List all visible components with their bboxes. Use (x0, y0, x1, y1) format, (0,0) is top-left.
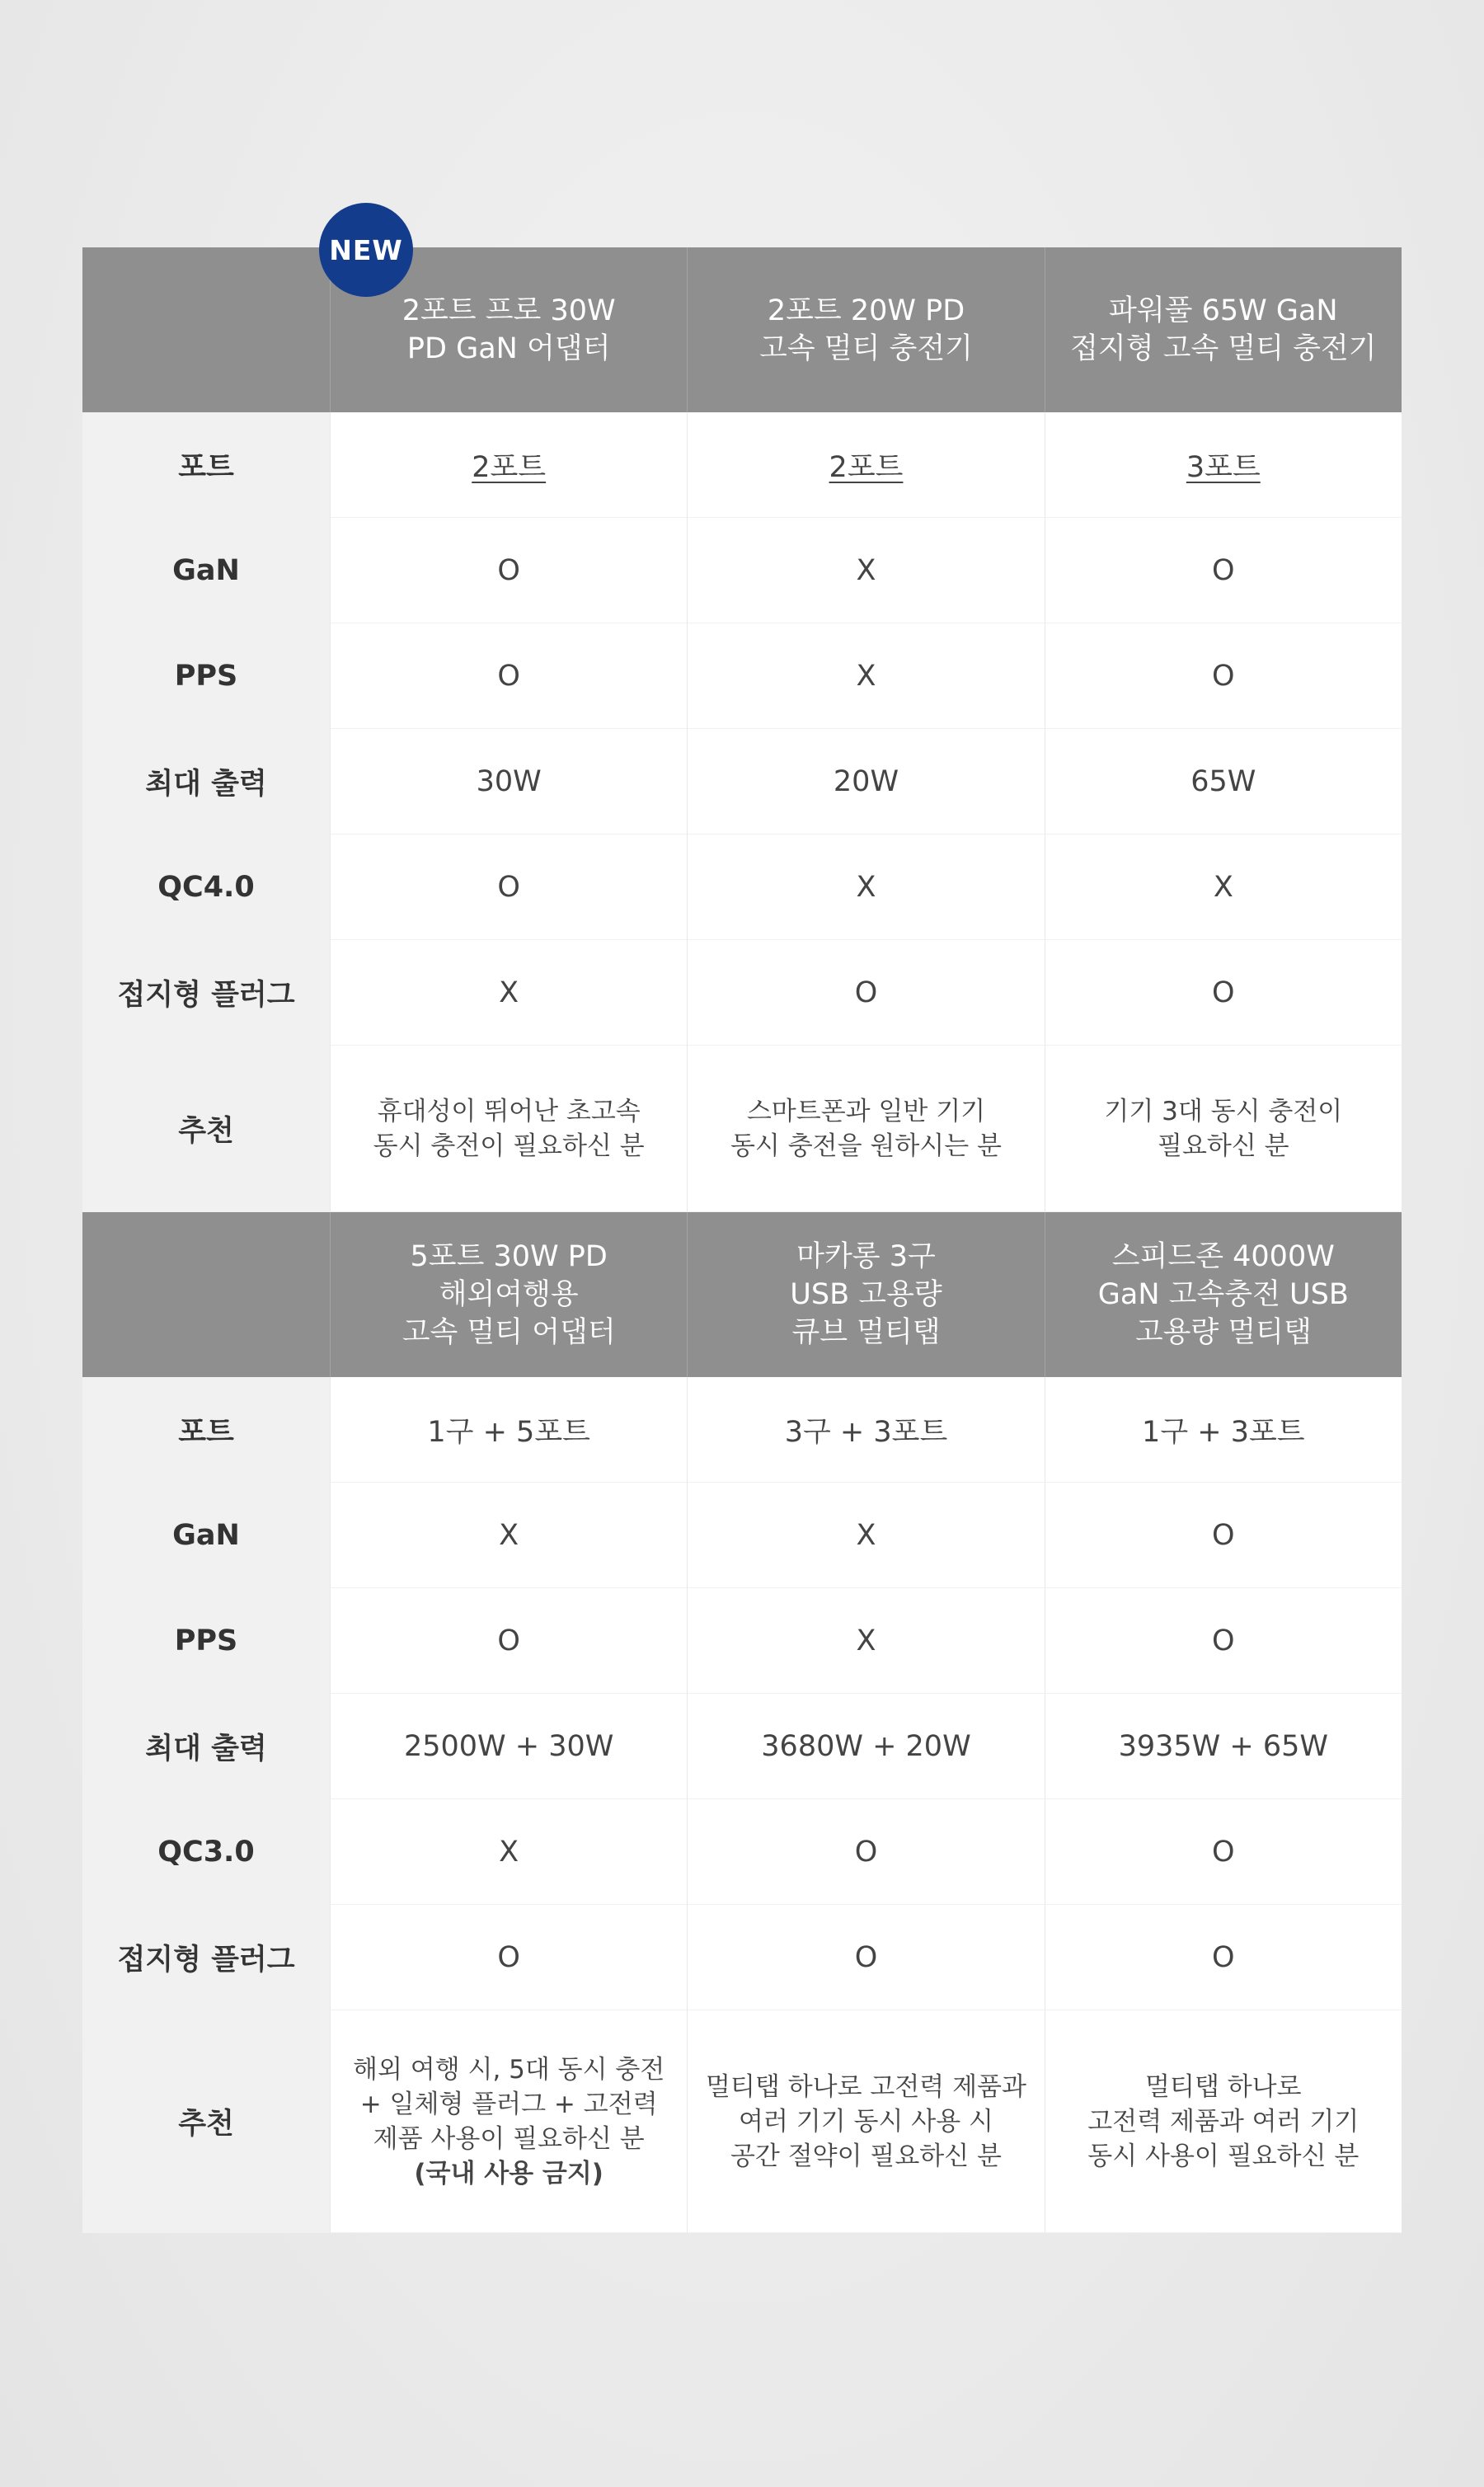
row-label: PPS (82, 1588, 330, 1694)
spec-value: X (330, 940, 687, 1046)
spec-value: X (1045, 834, 1402, 940)
spec-value-text: 3포트 (1186, 450, 1261, 484)
spec-value: X (687, 518, 1044, 623)
spec-value (330, 412, 687, 518)
spec-row-recommend (82, 1046, 1402, 1212)
recommend-text-body: 해외 여행 시, 5대 동시 충전 + 일체형 플러그 + 고전력 제품 사용이 필요하신 분 (353, 2054, 665, 2154)
row-label: 추천 (82, 1046, 330, 1212)
spec-value: O (330, 623, 687, 729)
spec-row-max-output (82, 729, 1402, 834)
product-name: 스피드존 4000W GaN 고속충전 USB 고용량 멀티탭 (1045, 1212, 1402, 1377)
recommend-text: 기기 3대 동시 충전이 필요하신 분 (1045, 1046, 1402, 1212)
recommend-text: 휴대성이 뛰어난 초고속 동시 충전이 필요하신 분 (330, 1046, 687, 1212)
spec-value: O (1045, 940, 1402, 1046)
recommend-note: (국내 사용 금지) (414, 2158, 603, 2188)
spec-value (687, 412, 1044, 518)
spec-value: O (330, 1588, 687, 1694)
spec-value: O (687, 940, 1044, 1046)
product-header-row-1 (82, 247, 1402, 412)
row-label: 추천 (82, 2010, 330, 2233)
spec-value: 65W (1045, 729, 1402, 834)
recommend-text: 멀티탭 하나로 고전력 제품과 여러 기기 동시 사용이 필요하신 분 (1045, 2010, 1402, 2233)
header-corner (82, 247, 330, 412)
spec-row-max-output (82, 1694, 1402, 1799)
spec-value: X (687, 623, 1044, 729)
spec-value: O (1045, 1588, 1402, 1694)
product-header-row-2 (82, 1212, 1402, 1377)
spec-value: O (1045, 1483, 1402, 1588)
spec-row-grounded-plug (82, 940, 1402, 1046)
recommend-text: 멀티탭 하나로 고전력 제품과 여러 기기 동시 사용 시 공간 절약이 필요하신 분 (687, 2010, 1044, 2233)
spec-value: 30W (330, 729, 687, 834)
spec-row-pps (82, 623, 1402, 729)
spec-value: O (687, 1799, 1044, 1905)
row-label: GaN (82, 1483, 330, 1588)
spec-value: X (687, 834, 1044, 940)
row-label: 접지형 플러그 (82, 1905, 330, 2010)
row-label: PPS (82, 623, 330, 729)
spec-value: 1구 + 5포트 (330, 1377, 687, 1483)
spec-value: O (330, 834, 687, 940)
row-label: 최대 출력 (82, 1694, 330, 1799)
spec-value: 3935W + 65W (1045, 1694, 1402, 1799)
new-badge: NEW (319, 203, 413, 297)
spec-value: O (1045, 1799, 1402, 1905)
spec-value: O (330, 518, 687, 623)
spec-value-text: 2포트 (472, 450, 547, 484)
spec-row-gan (82, 1483, 1402, 1588)
spec-value: 2500W + 30W (330, 1694, 687, 1799)
spec-value (1045, 412, 1402, 518)
spec-value: 1구 + 3포트 (1045, 1377, 1402, 1483)
spec-row-qc (82, 1799, 1402, 1905)
product-name: 5포트 30W PD 해외여행용 고속 멀티 어댑터 (330, 1212, 687, 1377)
product-name: 2포트 프로 30W PD GaN 어댑터 (330, 247, 687, 412)
spec-row-gan (82, 518, 1402, 623)
spec-value: O (687, 1905, 1044, 2010)
spec-value: 3구 + 3포트 (687, 1377, 1044, 1483)
recommend-text (330, 2010, 687, 2233)
spec-value: X (687, 1483, 1044, 1588)
header-corner (82, 1212, 330, 1377)
spec-row-grounded-plug (82, 1905, 1402, 2010)
spec-value: O (1045, 518, 1402, 623)
spec-value: O (1045, 1905, 1402, 2010)
spec-row-recommend (82, 2010, 1402, 2233)
recommend-text: 스마트폰과 일반 기기 동시 충전을 원하시는 분 (687, 1046, 1044, 1212)
row-label: QC4.0 (82, 834, 330, 940)
spec-row-ports (82, 1377, 1402, 1483)
spec-value: 20W (687, 729, 1044, 834)
spec-value: O (330, 1905, 687, 2010)
row-label: GaN (82, 518, 330, 623)
spec-row-pps (82, 1588, 1402, 1694)
comparison-table (82, 247, 1402, 2233)
spec-value: O (1045, 623, 1402, 729)
spec-value-text: 2포트 (829, 450, 904, 484)
row-label: 포트 (82, 1377, 330, 1483)
product-name: 마카롱 3구 USB 고용량 큐브 멀티탭 (687, 1212, 1044, 1377)
spec-row-ports (82, 412, 1402, 518)
spec-value: X (330, 1799, 687, 1905)
product-name: 파워풀 65W GaN 접지형 고속 멀티 충전기 (1045, 247, 1402, 412)
spec-value: X (330, 1483, 687, 1588)
product-name: 2포트 20W PD 고속 멀티 충전기 (687, 247, 1044, 412)
spec-row-qc (82, 834, 1402, 940)
spec-value: X (687, 1588, 1044, 1694)
row-label: 포트 (82, 412, 330, 518)
row-label: 최대 출력 (82, 729, 330, 834)
row-label: QC3.0 (82, 1799, 330, 1905)
row-label: 접지형 플러그 (82, 940, 330, 1046)
spec-value: 3680W + 20W (687, 1694, 1044, 1799)
